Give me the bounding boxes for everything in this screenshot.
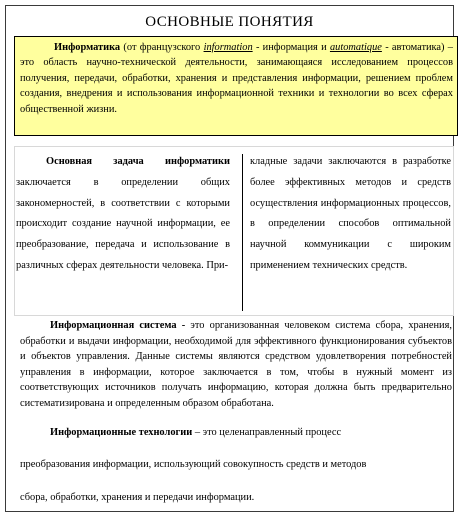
definition-text-3: - автоматика) – это область научно-технической деятельности, занимающаяся исследованием процессов получения, передачи, обработки, хранения и представления информации, решением проблем создания, внедрения и использования информационной техники и технологии во всех сферах общественной жизни. (20, 42, 453, 115)
info-system-text: это организованная человеком система сбора, хранения, обработки и выдачи информации, необходимой для эффективного функционирования субъектов и объектов управления. Данные системы являются средством удовлетворения потребностей управления в информации, которое заключается в том, чтобы в нужный момент из соответствующих источников получать информацию, которая должна быть предварительно систематизирована и определенным образом обработана. (20, 320, 452, 409)
left-column-lead: Основная задача информатики (46, 156, 230, 167)
info-tech-term: Информационные технологии (50, 427, 193, 438)
foreign-word-automatique: automatique (329, 42, 382, 53)
right-column (250, 152, 451, 312)
definition-text-2: - информация и (255, 42, 327, 53)
foreign-word-information: information (203, 42, 253, 53)
info-tech-paragraph (20, 425, 452, 441)
info-system-paragraph (20, 318, 452, 412)
right-column-text: кладные задачи заключаются в разработке более эффективных методов и средств осуществления информационных процессов, в определении способов оптимальной научной коммуникации с широким применением технических средств. (250, 156, 451, 271)
info-tech-text-1: – это целенаправленный процесс (194, 427, 342, 438)
definition-term: Информатика (54, 42, 121, 53)
page-title: ОСНОВНЫЕ ПОНЯТИЯ (145, 14, 314, 30)
column-divider (242, 154, 243, 311)
info-tech-line-3: сбора, обработки, хранения и передачи информации. (20, 492, 255, 503)
definition-text-1: (от французского (123, 42, 201, 53)
left-column-text: заключается в определении общих закономерностей, в соответствии с которыми происходит создание научной информации, ее преобразование, передача и использование в различных сферах деятельности человека. При- (16, 176, 230, 271)
info-tech-line-2: преобразования информации, использующий совокупность средств и методов (20, 459, 367, 470)
document-page (5, 5, 454, 512)
left-column (16, 152, 230, 312)
definition-box (14, 36, 458, 136)
info-system-term: Информационная система - (50, 320, 186, 331)
